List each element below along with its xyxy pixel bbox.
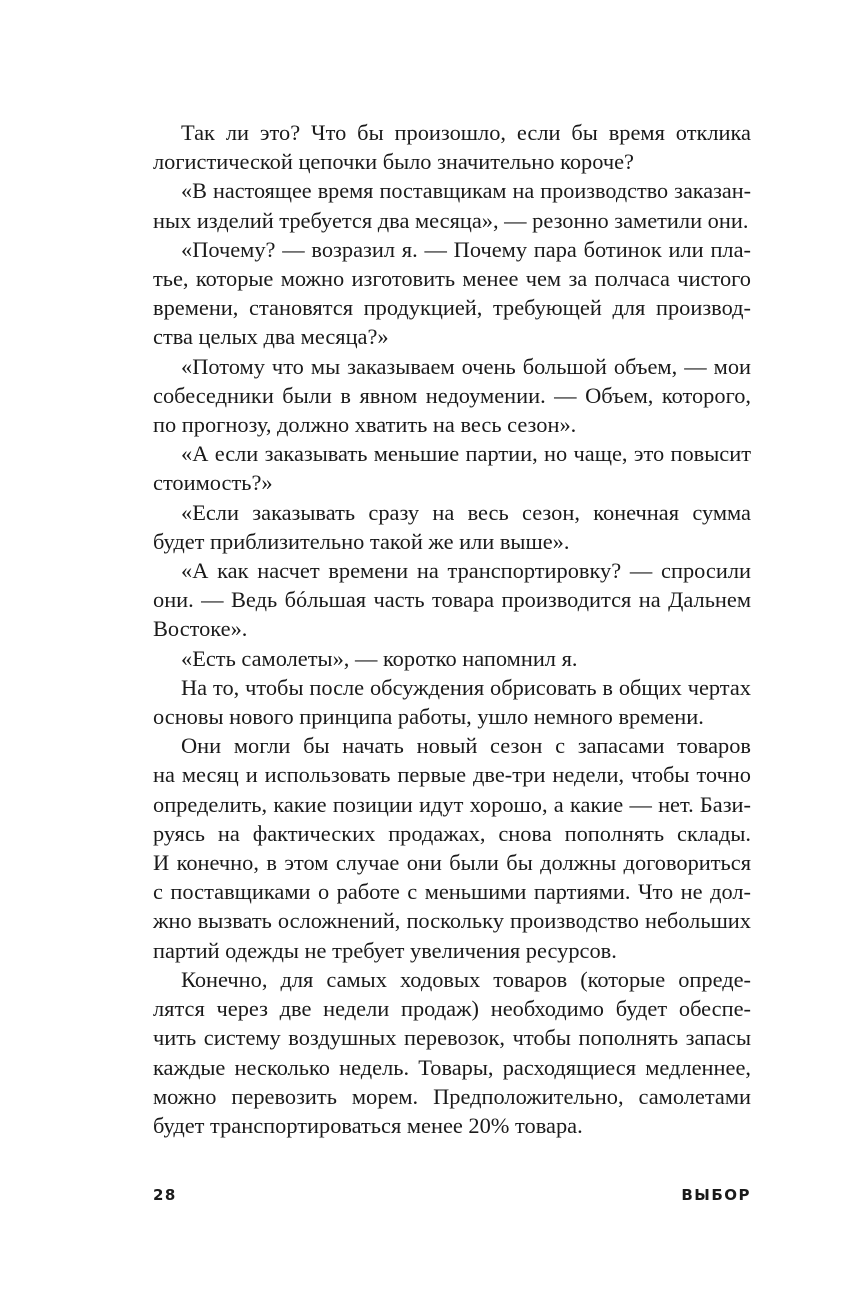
- text-line: ных изделий требуется два месяца», — резонно заметили они.: [153, 207, 749, 233]
- paragraph: [153, 556, 751, 644]
- text-line: стоимость?»: [153, 470, 273, 496]
- text-line: будет приблизительно такой же или выше».: [153, 528, 570, 554]
- text-line: лятся через две недели продаж) необходимо будет обеспе-: [153, 996, 751, 1022]
- text-line: И конечно, в этом случае они были бы должны договориться: [153, 850, 751, 876]
- text-line: руясь на фактических продажах, снова пополнять склады.: [153, 820, 751, 846]
- page-body: [153, 118, 751, 1140]
- paragraph: [153, 673, 751, 731]
- text-line: основы нового принципа работы, ушло немного времени.: [153, 704, 704, 730]
- text-line: «А как насчет времени на транспортировку? — спросили: [181, 558, 751, 584]
- text-line: на месяц и использовать первые две-три недели, чтобы точно: [153, 762, 751, 788]
- text-line: «В настоящее время поставщикам на производство заказан-: [181, 178, 751, 204]
- text-line: ства целых два месяца?»: [153, 324, 389, 350]
- paragraph: [153, 176, 751, 234]
- text-line: Конечно, для самых ходовых товаров (которые опреде-: [181, 966, 751, 992]
- text-line: по прогнозу, должно хватить на весь сезон».: [153, 412, 577, 438]
- text-line: Так ли это? Что бы произошло, если бы время отклика: [181, 120, 751, 145]
- text-line: логистической цепочки было значительно короче?: [153, 149, 634, 175]
- running-title: ВЫБОР: [681, 1186, 751, 1204]
- text-line: будет транспортироваться менее 20% товара.: [153, 1112, 583, 1138]
- text-line: «А если заказывать меньшие партии, но чаще, это повысит: [181, 441, 751, 467]
- text-line: Востоке».: [153, 616, 248, 642]
- text-line: определить, какие позиции идут хорошо, а какие — нет. Бази-: [153, 791, 751, 817]
- paragraph: [153, 498, 751, 556]
- text-line: На то, чтобы после обсуждения обрисовать в общих чертах: [181, 674, 751, 700]
- text-line: партий одежды не требует увеличения ресурсов.: [153, 937, 617, 963]
- text-line: собеседники были в явном недоумении. — Объем, которого,: [153, 382, 751, 408]
- page-footer: [153, 1186, 751, 1210]
- paragraph: [153, 235, 751, 352]
- text-line: с поставщиками о работе с меньшими партиями. Что не дол-: [153, 879, 751, 905]
- paragraph: [153, 352, 751, 440]
- text-line: можно перевозить морем. Предположительно, самолетами: [153, 1083, 751, 1109]
- text-line: «Есть самолеты», — коротко напомнил я.: [181, 645, 578, 671]
- paragraph: [153, 118, 751, 176]
- text-line: каждые несколько недель. Товары, расходящиеся медленнее,: [153, 1054, 751, 1080]
- text-line: «Если заказывать сразу на весь сезон, конечная сумма: [181, 499, 751, 525]
- text-line: они. — Ведь бóльшая часть товара производится на Дальнем: [153, 587, 751, 613]
- paragraph: [153, 644, 751, 673]
- paragraph: [153, 731, 751, 965]
- page-number: 28: [153, 1186, 177, 1204]
- text-line: Они могли бы начать новый сезон с запасами товаров: [181, 733, 751, 759]
- text-line: времени, становятся продукцией, требующей для производ-: [153, 295, 751, 321]
- text-line: «Потому что мы заказываем очень большой объем, — мои: [181, 353, 751, 379]
- text-line: тье, которые можно изготовить менее чем за полчаса чистого: [153, 266, 751, 292]
- paragraph: [153, 439, 751, 497]
- text-line: чить систему воздушных перевозок, чтобы пополнять запасы: [153, 1025, 751, 1051]
- text-line: жно вызвать осложнений, поскольку производство небольших: [153, 908, 751, 934]
- paragraph: [153, 965, 751, 1140]
- text-line: «Почему? — возразил я. — Почему пара ботинок или пла-: [181, 236, 751, 262]
